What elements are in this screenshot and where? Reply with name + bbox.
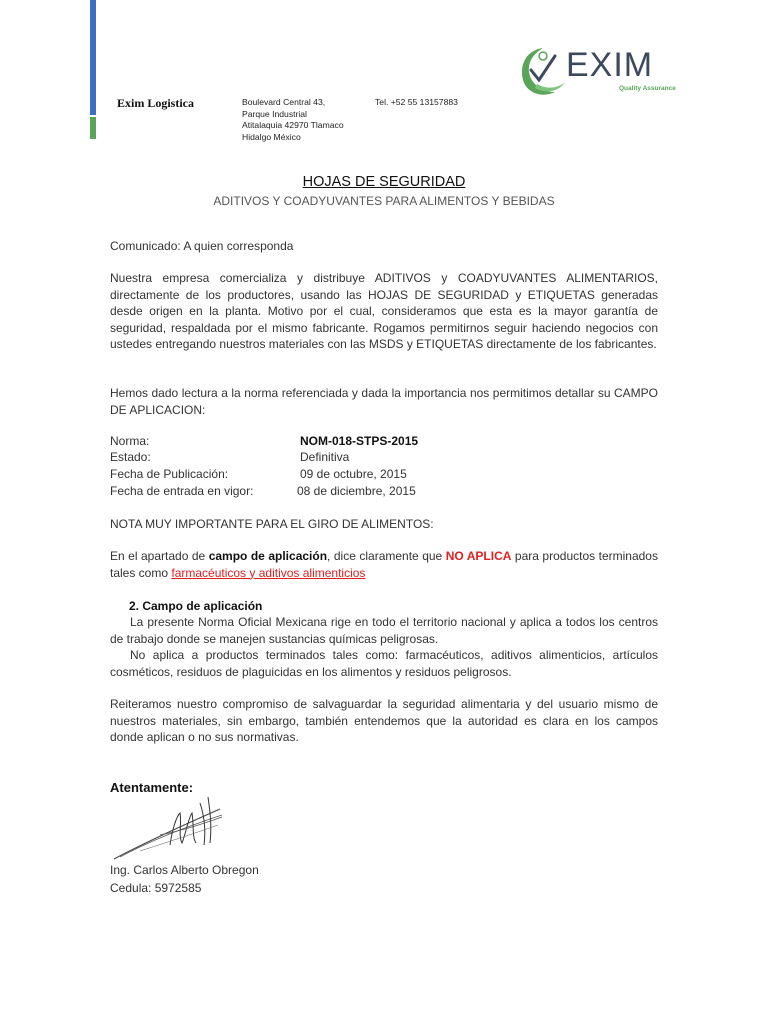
left-accent-bar-blue — [90, 0, 96, 115]
company-name: Exim Logistica — [117, 96, 194, 110]
estado-value: Definitiva — [300, 450, 350, 464]
effective-date-label: Fecha de entrada en vigor: — [110, 484, 254, 498]
section-paragraph-2: No aplica a productos terminados tales como: farmacéuticos, aditivos alimenticios, artículos cosméticos, residuos de plaguicidas en los alimentos y residuos peligrosos. — [110, 648, 658, 679]
leaf-check-icon — [515, 42, 571, 102]
document-title: HOJAS DE SEGURIDAD — [302, 174, 466, 190]
norma-label: Norma: — [110, 434, 150, 448]
apartado-mid: , dice claramente que — [327, 549, 446, 563]
apartado-bold: campo de aplicación — [208, 549, 328, 563]
logo-tagline: Quality Assurance — [619, 85, 676, 92]
no-aplica-highlight: NO APLICA — [445, 549, 512, 563]
address-line: Atitalaquia 42970 Tlamaco — [242, 120, 344, 130]
section-paragraph-1: La presente Norma Oficial Mexicana rige en todo el territorio nacional y aplica a todos los centros de trabajo donde se manejen sustancias químicas peligrosas. — [110, 615, 658, 646]
closing-salutation: Atentamente: — [110, 780, 194, 795]
important-note: NOTA MUY IMPORTANTE PARA EL GIRO DE ALIMENTOS: — [110, 517, 434, 531]
norma-value: NOM-018-STPS-2015 — [300, 434, 419, 448]
publication-date-value: 09 de octubre, 2015 — [300, 467, 407, 481]
handwritten-signature — [110, 795, 230, 865]
greeting: Comunicado: A quien corresponda — [110, 239, 294, 253]
address-line: Parque Industrial — [242, 108, 307, 119]
document-subtitle: ADITIVOS Y COADYUVANTES PARA ALIMENTOS Y BEBIDAS — [213, 194, 555, 208]
effective-date-value: 08 de diciembre, 2015 — [297, 484, 416, 498]
products-link[interactable]: farmacéuticos y aditivos alimenticios — [171, 565, 366, 580]
paragraph-norma-intro: Hemos dado lectura a la norma referenciada y dada la importancia nos permitimos detallar su CAMPO DE APLICACION: — [110, 386, 658, 417]
apartado-paragraph — [110, 548, 658, 581]
company-phone: Tel. +52 55 13157883 — [375, 97, 458, 107]
company-address — [242, 97, 344, 143]
publication-date-label: Fecha de Publicación: — [110, 467, 229, 481]
address-line: Boulevard Central 43, — [242, 97, 326, 107]
closing-paragraph: Reiteramos nuestro compromiso de salvaguardar la seguridad alimentaria y del usuario mismo de nuestros materiales, sin embargo, también entendemos que la autoridad es clara en los campos donde aplican o no sus normativas. — [110, 697, 658, 744]
section-heading: 2. Campo de aplicación — [129, 599, 263, 613]
apartado-post: para productos terminados tales como — [110, 549, 658, 580]
apartado-pre: En el apartado de — [110, 549, 209, 563]
paragraph-intro: Nuestra empresa comercializa y distribuye ADITIVOS y COADYUVANTES ALIMENTARIOS, directamente de los productores, usando las HOJAS DE SEGURIDAD y ETIQUETAS generadas desde origen en la planta. Motivo por el cual, consideramos que esta es la mayor garantía de seguridad, respaldada por el mismo fabricante. Rogamos permitirnos seguir haciendo negocios con ustedes entregando nuestros materiales con las MSDS y ETIQUETAS directamente de los fabricantes. — [110, 271, 658, 351]
address-line: Hidalgo México — [242, 131, 301, 142]
exim-logo — [515, 42, 676, 104]
left-accent-bar-green — [90, 117, 96, 139]
estado-label: Estado: — [110, 450, 151, 464]
signer-name: Ing. Carlos Alberto Obregon — [110, 863, 259, 877]
logo-wordmark: EXIM — [566, 46, 654, 84]
signer-cedula: Cedula: 5972585 — [110, 881, 202, 895]
